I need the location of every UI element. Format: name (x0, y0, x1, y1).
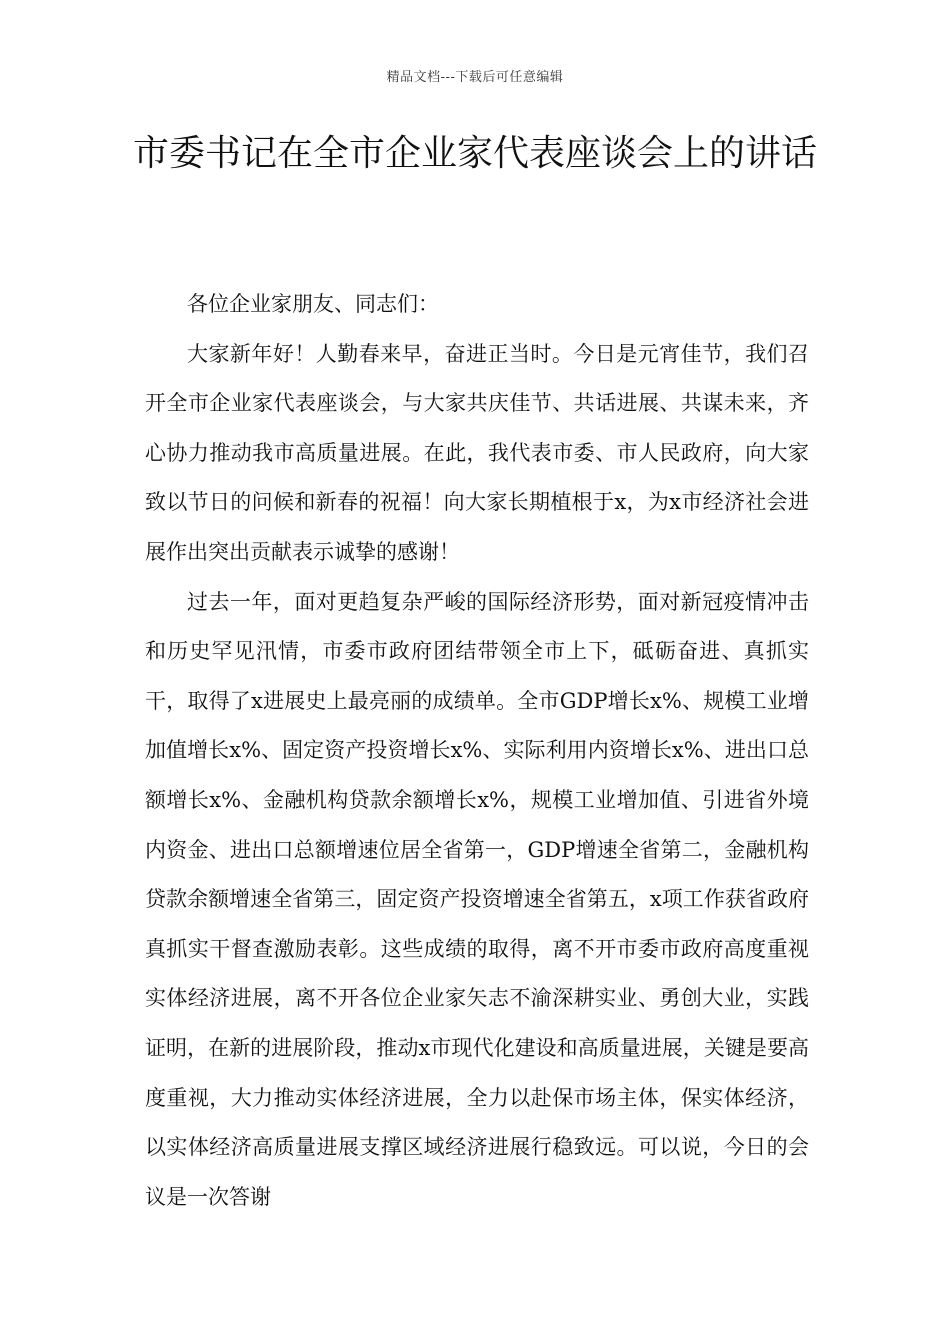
document-body (145, 280, 809, 1222)
salutation: 各位企业家朋友、同志们： (187, 292, 439, 316)
paragraph-review: 过去一年，面对更趋复杂严峻的国际经济形势，面对新冠疫情冲击和历史罕见汛情，市委市政府团结带领全市上下，砥砺奋进、真抓实干，取得了x进展史上最亮丽的成绩单。全市GDP增长x%、规模工业增加值增长x%、固定资产投资增长x%、实际利用内资增长x%、进出口总额增长x%、金融机构贷款余额增长x%，规模工业增加值、引进省外境内资金、进出口总额增速位居全省第一，GDP增速全省第二，金融机构贷款余额增速全省第三，固定资产投资增速全省第五，x项工作获省政府真抓实干督查激励表彰。这些成绩的取得，离不开市委市政府高度重视实体经济进展，离不开各位企业家矢志不渝深耕实业、勇创大业，实践证明，在新的进展阶段，推动x市现代化建设和高质量进展，关键是要高度重视，大力推动实体经济进展，全力以赴保市场主体，保实体经济，以实体经济高质量进展支撑区域经济进展行稳致远。可以说，今日的会议是一次答谢 (145, 589, 809, 1209)
document-title: 市委书记在全市企业家代表座谈会上的讲话 (132, 133, 817, 174)
header-note: 精品文档---下载后可任意编辑 (386, 70, 564, 85)
paragraph-greeting: 大家新年好！人勤春来早，奋进正当时。今日是元宵佳节，我们召开全市企业家代表座谈会，与大家共庆佳节、共话进展、共谋未来，齐心协力推动我市高质量进展。在此，我代表市委、市人民政府，向大家致以节日的问候和新春的祝福！向大家长期植根于x，为x市经济社会进展作出突出贡献表示诚挚的感谢！ (145, 341, 809, 564)
